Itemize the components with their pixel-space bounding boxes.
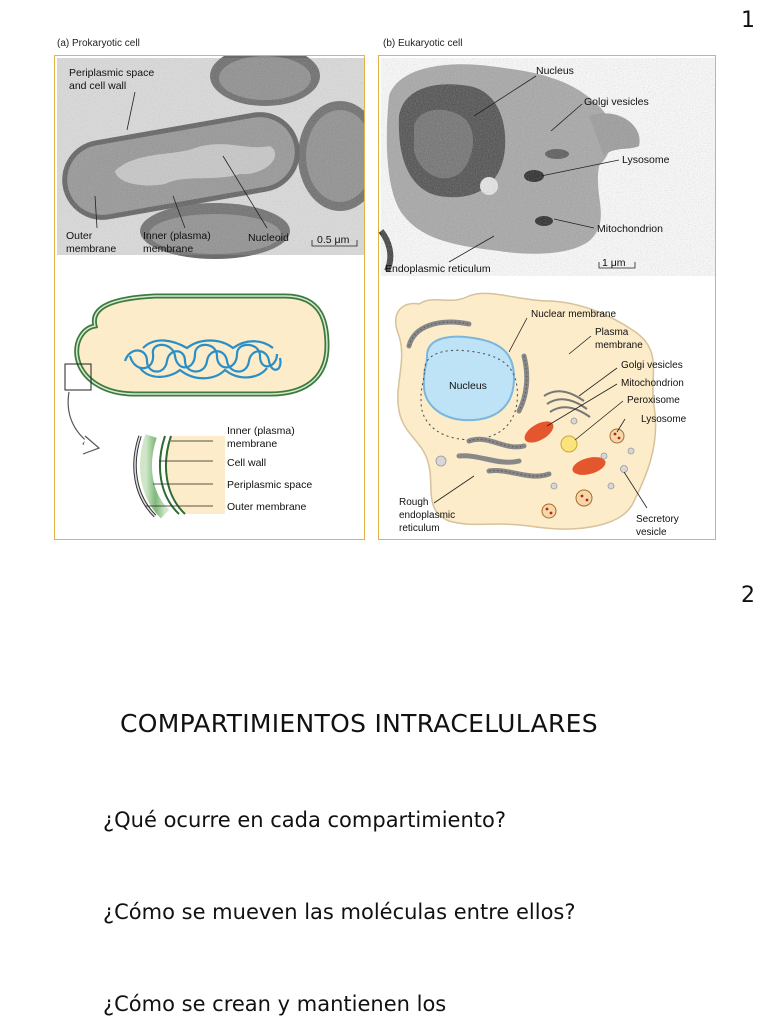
micrograph-label-mito: Mitochondrion xyxy=(597,223,663,235)
prokaryotic-drawing xyxy=(65,296,327,516)
micrograph-label-er: Endoplasmic reticulum xyxy=(385,263,491,275)
drawing-label-lysosome: Lysosome xyxy=(641,414,687,425)
micrograph-scale-b: 1 μm xyxy=(602,257,626,269)
drawing-label-plasma-2: membrane xyxy=(595,340,643,351)
drawing-label-nuclear-membrane: Nuclear membrane xyxy=(531,309,617,320)
panel-a-title: (a) Prokaryotic cell xyxy=(57,38,140,49)
micrograph-label-lysosome: Lysosome xyxy=(622,154,670,166)
micrograph-label-periplasmic-1: Periplasmic space xyxy=(69,67,155,79)
drawing-label-rough-er-2: endoplasmic xyxy=(399,510,456,521)
drawing-label-mito: Mitochondrion xyxy=(621,378,684,389)
drawing-label-nucleus: Nucleus xyxy=(449,380,487,392)
drawing-label-peroxisome: Peroxisome xyxy=(627,395,680,406)
prokaryotic-figure xyxy=(55,56,365,540)
drawing-label-golgi: Golgi vesicles xyxy=(621,360,683,371)
micrograph-label-nucleoid: Nucleoid xyxy=(248,232,289,244)
micrograph-label-inner-1: Inner (plasma) xyxy=(143,230,211,242)
drawing-label-rough-er-3: reticulum xyxy=(399,523,440,534)
drawing-label-inner-2: membrane xyxy=(227,438,278,450)
panel-b-title: (b) Eukaryotic cell xyxy=(383,38,463,49)
eukaryotic-figure xyxy=(379,56,716,540)
micrograph-scale-a: 0.5 μm xyxy=(317,234,350,246)
page-number-1: 1 xyxy=(741,8,755,33)
micrograph-label-nucleus: Nucleus xyxy=(536,65,574,77)
drawing-label-rough-er-1: Rough xyxy=(399,497,429,508)
question-1: ¿Qué ocurre en cada compartimiento? xyxy=(103,808,507,832)
drawing-label-periplasmic: Periplasmic space xyxy=(227,479,313,491)
eukaryotic-micrograph xyxy=(381,58,715,276)
drawing-label-secretory-1: Secretory xyxy=(636,514,679,525)
drawing-label-outer: Outer membrane xyxy=(227,501,307,513)
question-2: ¿Cómo se mueven las moléculas entre ellos? xyxy=(103,900,576,924)
drawing-label-inner-1: Inner (plasma) xyxy=(227,425,295,437)
micrograph-label-periplasmic-2: and cell wall xyxy=(69,80,127,92)
slide-heading: COMPARTIMIENTOS INTRACELULARES xyxy=(120,709,598,738)
drawing-label-secretory-2: vesicle xyxy=(636,527,667,538)
micrograph-label-outer-1: Outer xyxy=(66,230,93,242)
micrograph-label-inner-2: membrane xyxy=(143,243,194,255)
prokaryotic-micrograph xyxy=(56,56,365,259)
micrograph-label-golgi: Golgi vesicles xyxy=(584,96,649,108)
drawing-label-plasma-1: Plasma xyxy=(595,327,629,338)
envelope-detail xyxy=(135,436,225,516)
page-number-2: 2 xyxy=(741,583,755,608)
panel-eukaryotic xyxy=(378,55,716,540)
question-3: ¿Cómo se crean y mantienen los xyxy=(103,992,447,1016)
panel-prokaryotic xyxy=(54,55,365,540)
micrograph-label-outer-2: membrane xyxy=(66,243,117,255)
eukaryotic-drawing xyxy=(396,293,687,538)
drawing-label-cell-wall: Cell wall xyxy=(227,457,267,469)
